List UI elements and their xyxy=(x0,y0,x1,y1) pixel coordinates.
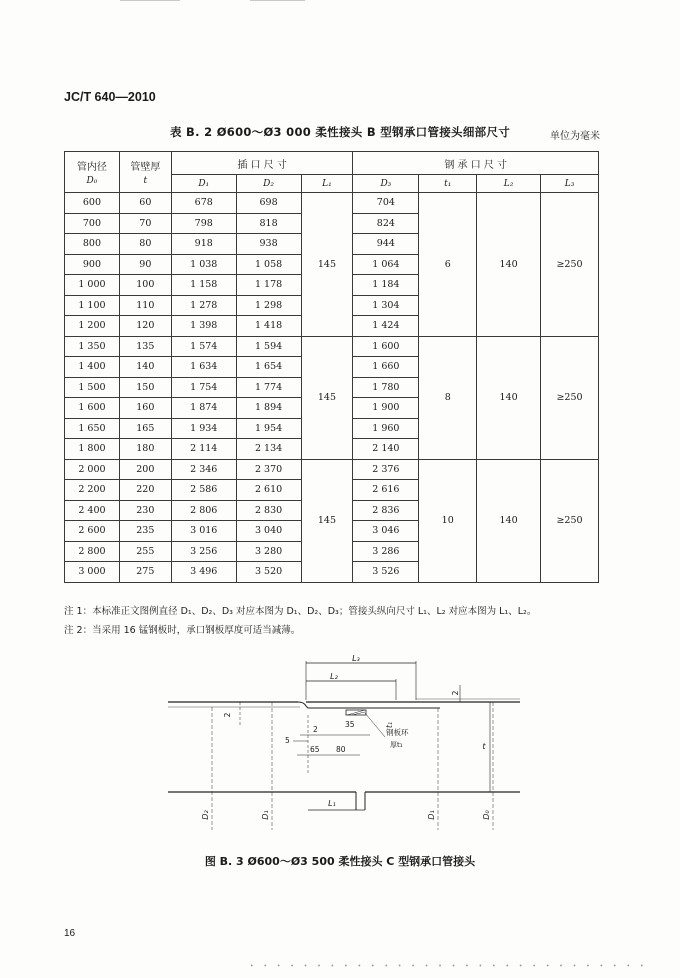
header-d2: D₂ xyxy=(236,175,301,193)
label-d2-left: D₂ xyxy=(201,810,210,820)
header-l3: L₃ xyxy=(541,175,599,193)
cell-l1: 145 xyxy=(301,459,353,582)
cell-d1: 1 038 xyxy=(171,254,236,275)
cell-d2: 2 370 xyxy=(236,459,301,480)
cell-t: 150 xyxy=(119,377,171,398)
cell-t1: 6 xyxy=(419,193,477,337)
cell-d2: 1 298 xyxy=(236,295,301,316)
label-dim-2-left: 2 xyxy=(223,712,232,718)
cell-d1: 1 398 xyxy=(171,316,236,337)
cell-d2: 1 418 xyxy=(236,316,301,337)
cell-d3: 2 376 xyxy=(353,459,419,480)
figure-caption: 图 B. 3 Ø600～Ø3 500 柔性接头 C 型钢承口管接头 xyxy=(204,855,476,868)
cell-d0: 1 350 xyxy=(65,336,120,357)
label-d1-left: D₁ xyxy=(261,810,270,820)
cell-d3: 3 526 xyxy=(353,562,419,583)
cell-t: 220 xyxy=(119,480,171,501)
label-d1-right: D₁ xyxy=(427,810,436,820)
cell-d1: 1 278 xyxy=(171,295,236,316)
cell-d3: 1 900 xyxy=(353,398,419,419)
cell-l3: ≥250 xyxy=(541,336,599,459)
cell-d1: 2 586 xyxy=(171,480,236,501)
cell-l2: 140 xyxy=(477,336,541,459)
label-dim-2-inner: 2 xyxy=(313,725,318,734)
cell-d0: 1 800 xyxy=(65,439,120,460)
cell-d2: 938 xyxy=(236,234,301,255)
table-row xyxy=(65,336,599,357)
cell-d3: 1 184 xyxy=(353,275,419,296)
cell-d2: 2 134 xyxy=(236,439,301,460)
label-l1: L₁ xyxy=(328,799,336,808)
cell-d1: 1 574 xyxy=(171,336,236,357)
cell-t: 120 xyxy=(119,316,171,337)
cell-t: 180 xyxy=(119,439,171,460)
cell-d0: 2 200 xyxy=(65,480,120,501)
cell-d2: 2 830 xyxy=(236,500,301,521)
cell-d1: 3 016 xyxy=(171,521,236,542)
cell-d2: 2 610 xyxy=(236,480,301,501)
joint-diagram xyxy=(160,655,530,835)
header-label: 管内径 xyxy=(76,162,107,173)
cell-d1: 678 xyxy=(171,193,236,214)
cell-d0: 600 xyxy=(65,193,120,214)
header-pipe-inner-diameter xyxy=(65,152,120,193)
label-t: t xyxy=(482,742,486,751)
header-l2: L₂ xyxy=(477,175,541,193)
header-t1: t₁ xyxy=(419,175,477,193)
cell-d0: 1 200 xyxy=(65,316,120,337)
cell-t: 90 xyxy=(119,254,171,275)
header-d3: D₃ xyxy=(353,175,419,193)
cell-d0: 2 400 xyxy=(65,500,120,521)
scan-edge-line xyxy=(120,0,180,1)
cell-d1: 918 xyxy=(171,234,236,255)
label-dim-5: 5 xyxy=(285,736,290,745)
cell-d2: 698 xyxy=(236,193,301,214)
cell-d0: 3 000 xyxy=(65,562,120,583)
cell-d2: 1 894 xyxy=(236,398,301,419)
cell-t: 135 xyxy=(119,336,171,357)
cell-d3: 1 660 xyxy=(353,357,419,378)
cell-d0: 1 500 xyxy=(65,377,120,398)
cell-t: 140 xyxy=(119,357,171,378)
cell-d3: 944 xyxy=(353,234,419,255)
label-l3: L₃ xyxy=(352,655,360,663)
cell-t: 110 xyxy=(119,295,171,316)
header-socket-group: 钢 承 口 尺 寸 xyxy=(353,152,599,175)
label-dim-80: 80 xyxy=(336,745,346,754)
cell-d0: 1 400 xyxy=(65,357,120,378)
cell-d3: 2 836 xyxy=(353,500,419,521)
cell-d3: 3 286 xyxy=(353,541,419,562)
cell-d0: 1 100 xyxy=(65,295,120,316)
socket-flare xyxy=(298,702,440,708)
cell-d3: 2 140 xyxy=(353,439,419,460)
label-l2: L₂ xyxy=(330,672,338,681)
cell-t: 160 xyxy=(119,398,171,419)
cell-d1: 1 934 xyxy=(171,418,236,439)
note-1: 注 1：本标准正文图例直径 D₁、D₂、D₃ 对应本图为 D₁、D₂、D₃；管接头纵向尺寸 L₁、L₂ 对应本图为 L₁、L₂。 xyxy=(64,606,537,617)
cell-d2: 1 954 xyxy=(236,418,301,439)
cell-t: 100 xyxy=(119,275,171,296)
cell-d1: 1 874 xyxy=(171,398,236,419)
cell-d3: 704 xyxy=(353,193,419,214)
header-wall-thickness xyxy=(119,152,171,193)
cell-l3: ≥250 xyxy=(541,459,599,582)
label-d0-right: D₀ xyxy=(482,810,491,820)
cell-d0: 2 800 xyxy=(65,541,120,562)
cell-d1: 2 806 xyxy=(171,500,236,521)
cell-t: 275 xyxy=(119,562,171,583)
cell-d3: 3 046 xyxy=(353,521,419,542)
cell-d1: 798 xyxy=(171,213,236,234)
standard-code: JC/T 640—2010 xyxy=(64,90,156,104)
label-dim-2-right: 2 xyxy=(451,690,460,696)
cell-t: 230 xyxy=(119,500,171,521)
label-thickness: 厚t₁ xyxy=(390,741,403,749)
cell-d3: 2 616 xyxy=(353,480,419,501)
cell-d0: 1 600 xyxy=(65,398,120,419)
cell-d3: 1 780 xyxy=(353,377,419,398)
cell-d2: 1 178 xyxy=(236,275,301,296)
leader-line xyxy=(365,713,385,737)
cell-l1: 145 xyxy=(301,336,353,459)
cell-d0: 700 xyxy=(65,213,120,234)
table-row xyxy=(65,459,599,480)
cell-d2: 3 040 xyxy=(236,521,301,542)
cell-l3: ≥250 xyxy=(541,193,599,337)
table-row xyxy=(65,193,599,214)
page-number: 16 xyxy=(64,928,76,939)
cell-d2: 3 520 xyxy=(236,562,301,583)
cell-t: 255 xyxy=(119,541,171,562)
label-steel-ring: 钢板环 xyxy=(386,728,409,737)
cell-l1: 145 xyxy=(301,193,353,337)
label-dim-65: 65 xyxy=(310,745,320,754)
cell-d2: 3 280 xyxy=(236,541,301,562)
table-unit: 单位为毫米 xyxy=(550,131,600,142)
cell-d2: 1 774 xyxy=(236,377,301,398)
cell-d3: 1 960 xyxy=(353,418,419,439)
table-title: 表 B. 2 Ø600～Ø3 000 柔性接头 B 型钢承口管接头细部尺寸 xyxy=(169,125,511,139)
cell-t: 60 xyxy=(119,193,171,214)
cell-d0: 2 600 xyxy=(65,521,120,542)
cell-d3: 824 xyxy=(353,213,419,234)
dimension-table xyxy=(64,151,599,583)
table-body xyxy=(65,193,599,583)
cell-d0: 800 xyxy=(65,234,120,255)
header-symbol: t xyxy=(143,176,148,186)
header-l1: L₁ xyxy=(301,175,353,193)
note-2: 注 2：当采用 16 锰钢板时，承口钢板厚度可适当减薄。 xyxy=(64,625,301,636)
header-label: 管壁厚 xyxy=(130,162,161,173)
cell-t: 80 xyxy=(119,234,171,255)
cell-t: 200 xyxy=(119,459,171,480)
scan-artifact-dots: • • • • • • • • • • • • • • • • • • • • • • • • • • • • • • xyxy=(250,963,648,970)
cell-t: 70 xyxy=(119,213,171,234)
label-t1: t₁ xyxy=(385,722,394,728)
cell-d1: 1 754 xyxy=(171,377,236,398)
cell-t1: 8 xyxy=(419,336,477,459)
label-dim-35: 35 xyxy=(345,720,355,729)
cell-d2: 1 654 xyxy=(236,357,301,378)
cell-l2: 140 xyxy=(477,459,541,582)
cell-d2: 1 058 xyxy=(236,254,301,275)
cell-d0: 1 650 xyxy=(65,418,120,439)
cell-d3: 1 424 xyxy=(353,316,419,337)
cell-d0: 900 xyxy=(65,254,120,275)
cell-t: 235 xyxy=(119,521,171,542)
cell-d3: 1 304 xyxy=(353,295,419,316)
cell-d3: 1 064 xyxy=(353,254,419,275)
cell-d2: 818 xyxy=(236,213,301,234)
cell-d1: 2 114 xyxy=(171,439,236,460)
cell-t1: 10 xyxy=(419,459,477,582)
cell-d3: 1 600 xyxy=(353,336,419,357)
header-symbol: D₀ xyxy=(86,176,98,186)
cell-d1: 1 634 xyxy=(171,357,236,378)
cell-d1: 3 496 xyxy=(171,562,236,583)
scan-edge-line xyxy=(250,0,305,1)
cell-l2: 140 xyxy=(477,193,541,337)
cell-d1: 2 346 xyxy=(171,459,236,480)
header-spigot-group: 插 口 尺 寸 xyxy=(171,152,353,175)
cell-d2: 1 594 xyxy=(236,336,301,357)
header-d1: D₁ xyxy=(171,175,236,193)
cell-t: 165 xyxy=(119,418,171,439)
cell-d1: 3 256 xyxy=(171,541,236,562)
cell-d1: 1 158 xyxy=(171,275,236,296)
cell-d0: 1 000 xyxy=(65,275,120,296)
cell-d0: 2 000 xyxy=(65,459,120,480)
